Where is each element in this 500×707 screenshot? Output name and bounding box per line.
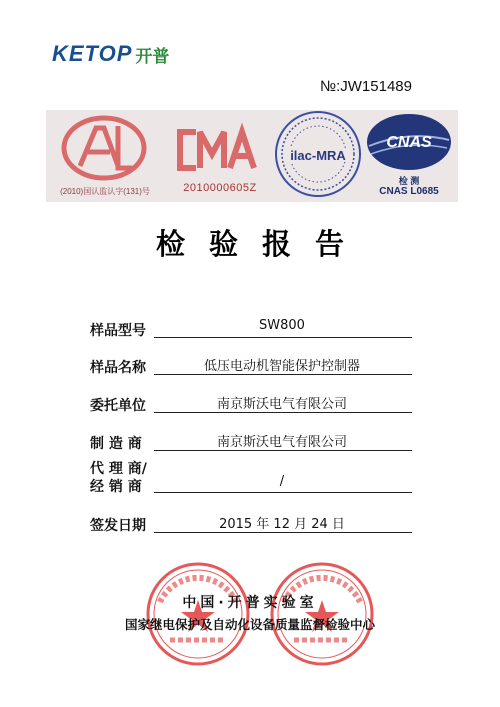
- report-title: 检验报告: [155, 227, 368, 261]
- field-label-issue-date: 签发日期: [90, 518, 146, 534]
- logo-brand-en: KETOP: [52, 41, 133, 66]
- laboratory-name: 中国·开普实验室: [182, 595, 318, 611]
- cnas-mark-icon: [367, 114, 451, 170]
- inspection-center-name: 国家继电保护及自动化设备质量监督检验中心: [124, 617, 375, 632]
- report-number: №:JW151489: [320, 78, 412, 95]
- field-label-distributor: 经 销 商: [90, 479, 142, 495]
- field-label-agent: 代 理 商/: [90, 461, 147, 477]
- cma-number: 2010000605Z: [183, 182, 257, 194]
- field-value-distributor: /: [279, 474, 285, 489]
- logo-brand-cn: 开普: [135, 46, 170, 67]
- field-underline: [154, 337, 412, 338]
- field-underline: [154, 374, 412, 375]
- field-label-name: 样品名称: [90, 360, 146, 376]
- field-label-client: 委托单位: [90, 398, 146, 414]
- field-value-model: SW800: [259, 318, 305, 333]
- cma-mark-icon: [180, 132, 254, 168]
- cnas-number: CNAS L0685: [379, 186, 439, 197]
- seal-left-icon: [148, 564, 248, 664]
- field-value-client: 南京斯沃电气有限公司: [216, 397, 347, 412]
- company-logo: [52, 40, 169, 68]
- cnas-subtitle: 检 测: [398, 176, 420, 186]
- field-underline: [154, 450, 412, 451]
- cal-mark-icon: [64, 118, 144, 178]
- field-underline: [154, 412, 412, 413]
- field-label-model: 样品型号: [90, 323, 146, 339]
- ilac-mra-mark-icon: [276, 112, 360, 196]
- field-value-issue-date: 2015 年 12 月 24 日: [219, 517, 345, 532]
- certification-band: [46, 110, 458, 202]
- field-value-manufacturer: 南京斯沃电气有限公司: [216, 435, 347, 450]
- field-label-manufacturer: 制 造 商: [90, 436, 142, 452]
- svg-text:CNAS: CNAS: [386, 134, 432, 151]
- field-value-name: 低压电动机智能保护控制器: [203, 359, 360, 374]
- svg-text:ilac-MRA: ilac-MRA: [290, 148, 346, 163]
- field-underline: [154, 532, 412, 533]
- cal-approval-text: (2010)国认监认字(131)号: [60, 187, 150, 196]
- seal-right-icon: [272, 564, 372, 664]
- field-underline: [154, 492, 412, 493]
